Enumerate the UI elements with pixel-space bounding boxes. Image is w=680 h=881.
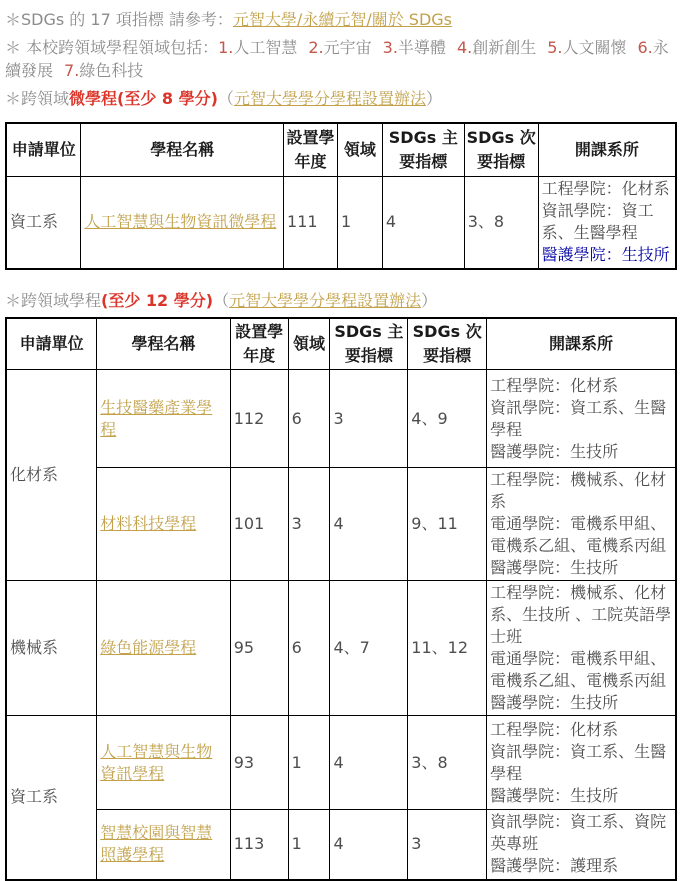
unit-cell: 資工系 <box>6 176 81 269</box>
program-heading <box>5 289 677 312</box>
areas-prefix: ＊ 本校跨領域學程領域包括： <box>5 38 219 57</box>
field-cell: 3 <box>288 468 330 581</box>
dept-line-blue: 醫護學院：生技所 <box>541 245 670 265</box>
column-header-depts: 開課系所 <box>487 318 676 370</box>
column-header-sdg-sub: SDGs 次要指標 <box>408 318 487 370</box>
sdg-main-cell: 4 <box>382 176 464 269</box>
heading-highlight: (至少 12 學分) <box>101 291 214 310</box>
dept-line: 醫護學院：生技所 <box>490 693 619 712</box>
column-header-program: 學程名稱 <box>81 123 284 176</box>
dept-line: 工程學院：化材系 <box>490 719 619 739</box>
sdg-sub-cell: 3、8 <box>408 716 487 810</box>
field-cell: 1 <box>337 176 382 269</box>
area-number: 1. <box>218 38 234 57</box>
field-cell: 6 <box>288 581 330 716</box>
domain-areas-line <box>5 36 677 82</box>
departments-cell <box>487 581 676 716</box>
field-cell: 1 <box>288 810 330 880</box>
dept-line: 工程學院：機械系、化材系 <box>490 470 667 511</box>
year-cell: 93 <box>230 716 288 810</box>
program-link[interactable]: 材料科技學程 <box>100 514 197 533</box>
dept-line: 工程學院：化材系 <box>541 179 670 199</box>
area-number: 3. <box>382 38 398 57</box>
dept-line: 醫護學院：護理系 <box>490 856 619 876</box>
micro-program-table <box>5 122 677 270</box>
unit-cell: 機械系 <box>6 581 97 716</box>
departments-cell <box>487 468 676 581</box>
table-header-row <box>6 318 676 370</box>
column-header-sdg-sub: SDGs 次要指標 <box>464 123 538 176</box>
credit-regulation-link[interactable]: 元智大學學分學程設置辦法 <box>229 291 422 310</box>
dept-line: 資訊學院：資工系、生醫學程 <box>490 741 667 783</box>
column-header-year: 設置學年度 <box>230 318 288 370</box>
area-name: 綠色科技 <box>79 61 144 80</box>
area-name: 永續發展 <box>5 38 669 80</box>
field-cell: 1 <box>288 716 330 810</box>
sdgs-note-text: ＊SDGs 的 17 項指標 請參考： <box>5 10 233 29</box>
dept-line: 資訊學院：資工系、生醫學程 <box>541 201 654 243</box>
column-header-unit: 申請單位 <box>6 318 97 370</box>
sdg-sub-cell: 3 <box>408 810 487 880</box>
program-link[interactable]: 綠色能源學程 <box>100 638 197 657</box>
area-number: 6. <box>637 38 653 57</box>
year-cell: 95 <box>230 581 288 716</box>
unit-cell: 化材系 <box>6 370 97 581</box>
dept-line: 工程學院：化材系 <box>490 375 619 395</box>
area-name: 半導體 <box>397 38 446 57</box>
dept-line: 電通學院：電機系甲組、電機系乙組、電機系丙組 <box>490 649 667 690</box>
cross-domain-program-table <box>5 317 677 881</box>
sdgs-note-line <box>5 8 677 31</box>
program-cell <box>97 370 231 468</box>
column-header-field: 領域 <box>337 123 382 176</box>
area-number: 4. <box>456 38 473 57</box>
program-link[interactable]: 智慧校園與智慧照護學程 <box>100 823 213 865</box>
dept-line: 醫護學院：生技所 <box>490 558 619 577</box>
sdg-main-cell: 3 <box>330 370 408 468</box>
departments-cell <box>487 370 676 468</box>
sdg-main-cell: 4 <box>330 716 408 810</box>
sdg-main-cell: 4 <box>330 810 408 880</box>
year-cell: 112 <box>230 370 288 468</box>
field-cell: 6 <box>288 370 330 468</box>
area-name: 人工智慧 <box>233 38 298 57</box>
paren-open: （ <box>217 89 234 108</box>
year-cell: 101 <box>230 468 288 581</box>
area-number: 5. <box>547 38 563 57</box>
dept-line: 醫護學院：生技所 <box>490 441 619 461</box>
table-row <box>6 176 676 269</box>
program-cell <box>97 468 231 581</box>
heading-prefix: ＊跨領域 <box>5 89 70 108</box>
column-header-program: 學程名稱 <box>97 318 231 370</box>
column-header-unit: 申請單位 <box>6 123 81 176</box>
sdg-main-cell: 4 <box>330 468 408 581</box>
departments-cell <box>487 716 676 810</box>
unit-cell: 資工系 <box>6 716 97 880</box>
year-cell: 111 <box>284 176 338 269</box>
program-link[interactable]: 生技醫藥產業學程 <box>100 397 213 439</box>
sdg-sub-cell: 3、8 <box>464 176 538 269</box>
departments-cell <box>538 176 676 269</box>
program-cell <box>81 176 284 269</box>
program-link[interactable]: 人工智慧與生物資訊微學程 <box>84 212 277 232</box>
heading-prefix: ＊跨領域學程 <box>5 291 102 310</box>
heading-highlight: 微學程(至少 8 學分) <box>69 89 218 108</box>
micro-program-heading <box>5 87 677 110</box>
area-name: 元宇宙 <box>323 38 372 57</box>
paren-close: ） <box>425 89 442 108</box>
program-cell <box>97 716 231 810</box>
program-cell <box>97 581 231 716</box>
sdg-sub-cell: 9、11 <box>408 468 487 581</box>
dept-line: 資訊學院：資工系、資院英專班 <box>490 812 667 854</box>
dept-line: 醫護學院：生技所 <box>490 785 619 805</box>
program-link[interactable]: 人工智慧與生物資訊學程 <box>100 741 213 783</box>
column-header-sdg-main: SDGs 主要指標 <box>382 123 464 176</box>
table-row <box>6 581 676 716</box>
area-number: 7. <box>64 61 80 80</box>
table-row <box>6 370 676 468</box>
paren-open: （ <box>213 291 230 310</box>
column-header-depts: 開課系所 <box>538 123 676 176</box>
column-header-sdg-main: SDGs 主要指標 <box>330 318 408 370</box>
sdg-main-cell: 4、7 <box>330 581 408 716</box>
column-header-year: 設置學年度 <box>284 123 338 176</box>
table-row <box>6 716 676 810</box>
area-name: 創新創生 <box>472 38 537 57</box>
sdgs-reference-link[interactable]: 元智大學/永續元智/關於 SDGs <box>232 10 453 29</box>
table-header-row <box>6 123 676 176</box>
departments-cell <box>487 810 676 880</box>
table-row <box>6 468 676 581</box>
dept-line: 電通學院：電機系甲組、電機系乙組、電機系丙組 <box>490 514 667 555</box>
paren-close: ） <box>421 291 438 310</box>
area-name: 人文關懷 <box>562 38 627 57</box>
sdg-sub-cell: 4、9 <box>408 370 487 468</box>
area-number: 2. <box>308 38 324 57</box>
column-header-field: 領域 <box>288 318 330 370</box>
sdg-sub-cell: 11、12 <box>408 581 487 716</box>
dept-line: 工程學院：機械系、化材系、生技所 、工院英語學士班 <box>490 583 672 646</box>
credit-regulation-link[interactable]: 元智大學學分學程設置辦法 <box>233 89 426 108</box>
dept-line: 資訊學院：資工系、生醫學程 <box>490 397 667 439</box>
table-row <box>6 810 676 880</box>
year-cell: 113 <box>230 810 288 880</box>
program-cell <box>97 810 231 880</box>
